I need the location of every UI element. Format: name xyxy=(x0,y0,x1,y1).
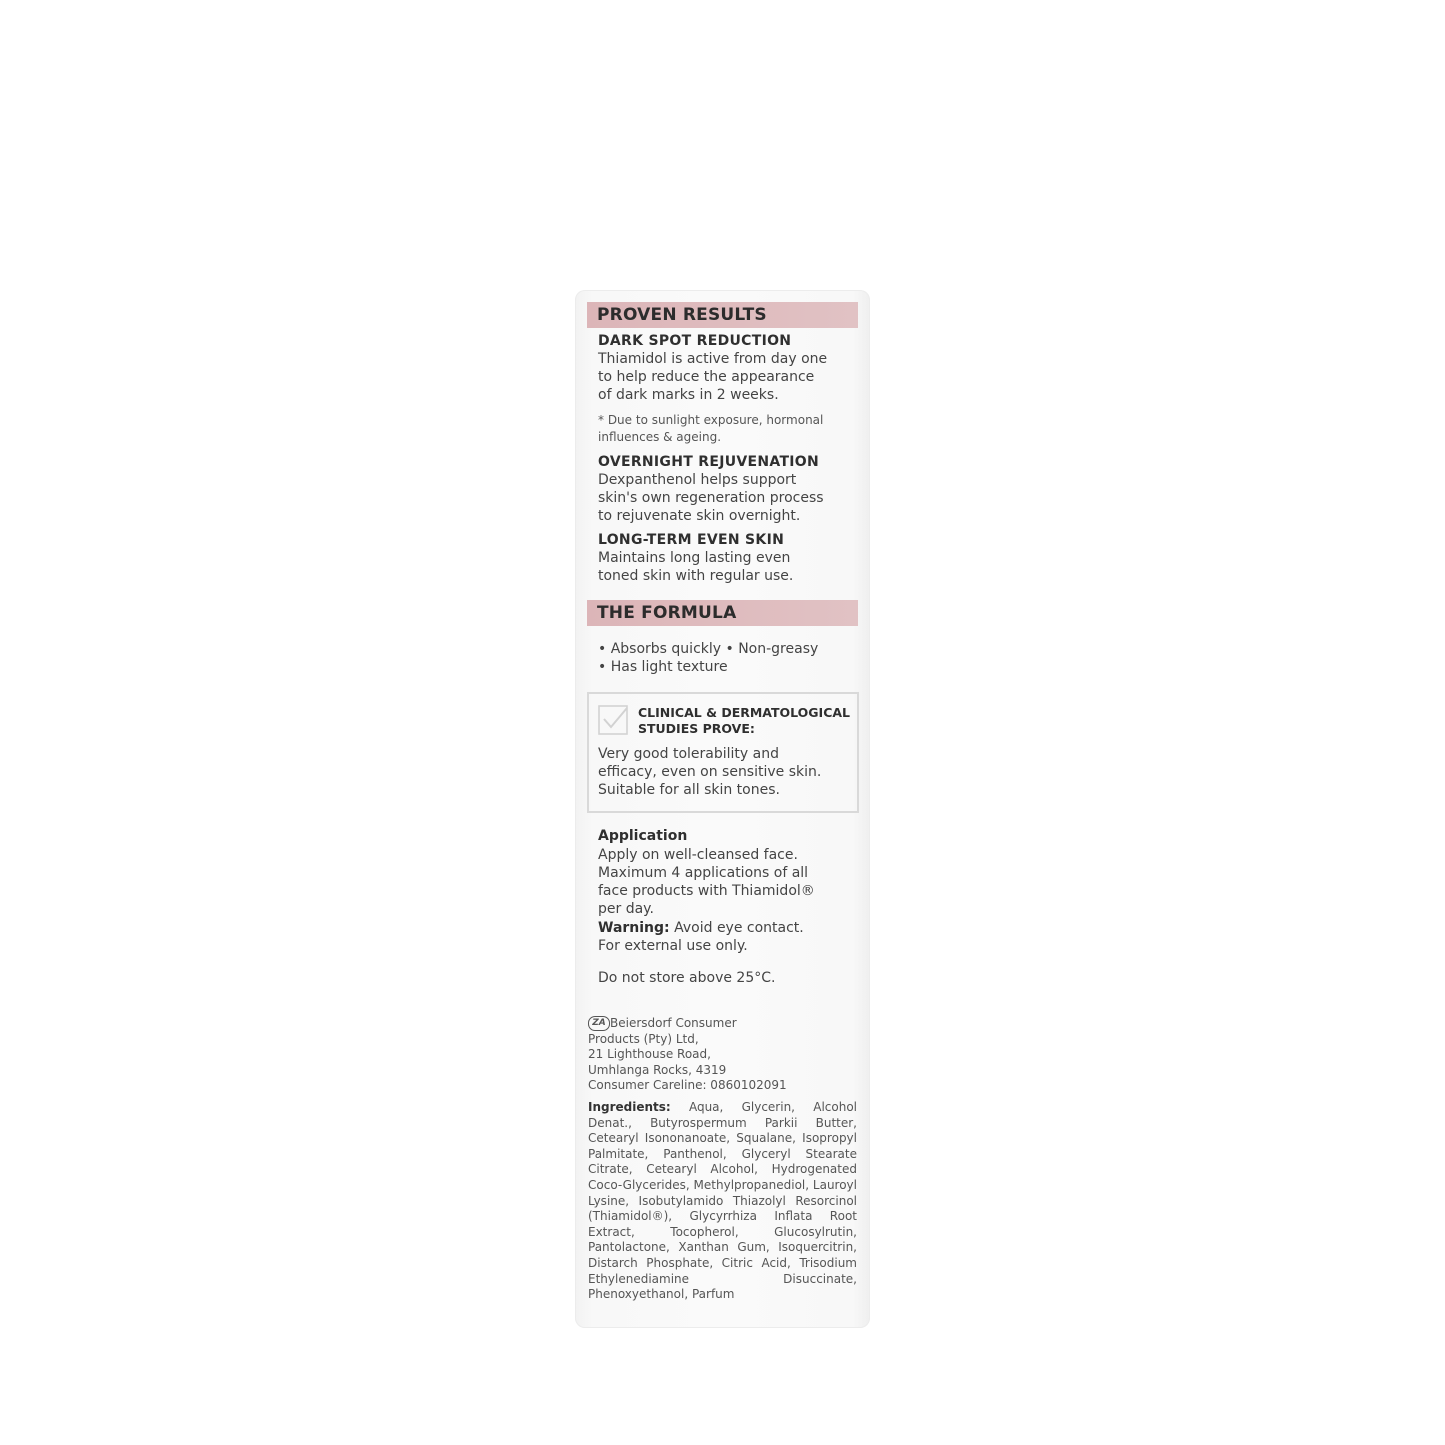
formula-line: • Absorbs quickly • Non-greasy xyxy=(598,641,819,657)
proven-results-heading: PROVEN RESULTS xyxy=(587,302,858,328)
dark-spot-reduction-title: DARK SPOT REDUCTION xyxy=(598,333,792,349)
dark-spot-line: Thiamidol is active from day one xyxy=(598,351,828,367)
warning-text: Avoid eye contact. xyxy=(669,920,804,936)
studies-title-line: CLINICAL & DERMATOLOGICAL xyxy=(638,705,851,720)
even-skin-line: Maintains long lasting even xyxy=(598,550,791,566)
application-line: per day. xyxy=(598,901,654,917)
formula-line: • Has light texture xyxy=(598,659,728,675)
overnight-line: to rejuvenate skin overnight. xyxy=(598,508,801,524)
studies-line: Very good tolerability and xyxy=(598,746,779,762)
footnote-line: * Due to sunlight exposure, hormonal xyxy=(598,413,824,427)
studies-line: Suitable for all skin tones. xyxy=(598,782,780,798)
formula-heading: THE FORMULA xyxy=(587,600,858,626)
address-line: Products (Pty) Ltd, xyxy=(588,1031,699,1046)
even-skin-line: toned skin with regular use. xyxy=(598,568,794,584)
studies-title-line: STUDIES PROVE: xyxy=(638,721,755,736)
dark-spot-line: of dark marks in 2 weeks. xyxy=(598,387,779,403)
long-term-even-skin-title: LONG-TERM EVEN SKIN xyxy=(598,532,785,548)
application-line: Apply on well-cleansed face. xyxy=(598,847,798,863)
address-line: 21 Lighthouse Road, xyxy=(588,1047,711,1062)
application-line: face products with Thiamidol® xyxy=(598,883,815,899)
dark-spot-line: to help reduce the appearance xyxy=(598,369,815,385)
address-line: Consumer Careline: 0860102091 xyxy=(588,1078,787,1093)
ingredients-text: Aqua, Glycerin, Alcohol Denat., Butyrospermum Parkii Butter, Cetearyl Isononanoate, Squalane, Isopropyl Palmitate, Panthenol, Glyceryl Stearate Citrate, Cetearyl Alcohol, Hydrogenated Coco-Glycerides, Methylpropanediol, Lauroyl Lysine, Isobutylamido Thiazolyl Resorcinol (Thiamidol®), Glycyrrhiza Inflata Root Extract, Tocopherol, Glucosylrutin, Pantolactone, Xanthan Gum, Isoquercitrin, Distarch Phosphate, Citric Acid, Trisodium Ethylenediamine Disuccinate, Phenoxyethanol, Parfum xyxy=(588,1100,857,1302)
storage-line: Do not store above 25°C. xyxy=(598,970,776,986)
overnight-line: skin's own regeneration process xyxy=(598,490,824,506)
application-line: Maximum 4 applications of all xyxy=(598,865,809,881)
checkmark-icon xyxy=(598,705,628,735)
country-code-badge: ZA xyxy=(588,1016,610,1031)
address-line: Umhlanga Rocks, 4319 xyxy=(588,1062,727,1077)
overnight-rejuvenation-title: OVERNIGHT REJUVENATION xyxy=(598,454,820,470)
address-line: Beiersdorf Consumer xyxy=(610,1016,737,1030)
application-title: Application xyxy=(598,828,688,844)
warning-label: Warning: xyxy=(598,920,670,936)
ingredients-label: Ingredients: xyxy=(588,1100,671,1114)
studies-line: efficacy, even on sensitive skin. xyxy=(598,764,822,780)
footnote-line: influences & ageing. xyxy=(598,430,722,444)
overnight-line: Dexpanthenol helps support xyxy=(598,472,797,488)
warning-line xyxy=(598,919,804,937)
external-use-line: For external use only. xyxy=(598,938,748,954)
ingredients-paragraph xyxy=(588,1100,857,1303)
